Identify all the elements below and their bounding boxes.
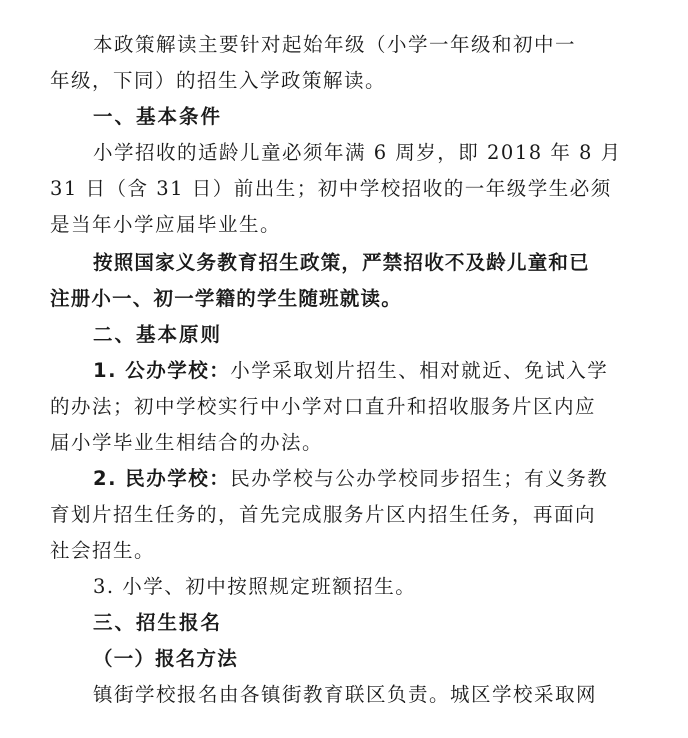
s3-subheading: （一）报名方法: [93, 647, 238, 670]
intro-line-2: 年级，下同）的招生入学政策解读。: [50, 69, 387, 92]
s2-p2-line-1: [93, 466, 633, 492]
s1-p1-line-3: 是当年小学应届毕业生。: [50, 213, 282, 236]
s2-p2-lead: 2. 民办学校：: [93, 467, 231, 490]
s2-p2-line-2: 育划片招生任务的，首先完成服务片区内招生任务，再面向: [50, 503, 597, 526]
section-3-heading: 三、招生报名: [93, 611, 223, 634]
s1-p1-line-1: 小学招收的适龄儿童必须年满 6 周岁，即 2018 年 8 月: [93, 141, 622, 164]
intro-line-1: 本政策解读主要针对起始年级（小学一年级和初中一: [93, 33, 577, 56]
s2-p2-line-3: 社会招生。: [50, 539, 156, 562]
s1-p2-line-2: 注册小一、初一学籍的学生随班就读。: [50, 287, 402, 310]
s2-p1-text: 小学采取划片招生、相对就近、免试入学: [230, 359, 609, 382]
s1-p1-line-2: 31 日（含 31 日）前出生；初中学校招收的一年级学生必须: [50, 177, 612, 200]
s1-p2-line-1: 按照国家义务教育招生政策，严禁招收不及龄儿童和已: [93, 251, 590, 274]
s2-p1-line-2: 的办法；初中学校实行中小学对口直升和招收服务片区内应: [50, 395, 597, 418]
s2-p3-line-1: 3. 小学、初中按照规定班额招生。: [93, 575, 417, 598]
s2-p1-line-1: [93, 358, 633, 384]
s2-p1-line-3: 届小学毕业生相结合的办法。: [50, 431, 324, 454]
section-1-heading: 一、基本条件: [93, 105, 223, 128]
s2-p2-text: 民办学校与公办学校同步招生；有义务教: [230, 467, 609, 490]
section-2-heading: 二、基本原则: [93, 323, 223, 346]
s3-p1-line-1: 镇街学校报名由各镇街教育联区负责。城区学校采取网: [93, 683, 598, 706]
s2-p1-lead: 1. 公办学校：: [93, 359, 231, 382]
